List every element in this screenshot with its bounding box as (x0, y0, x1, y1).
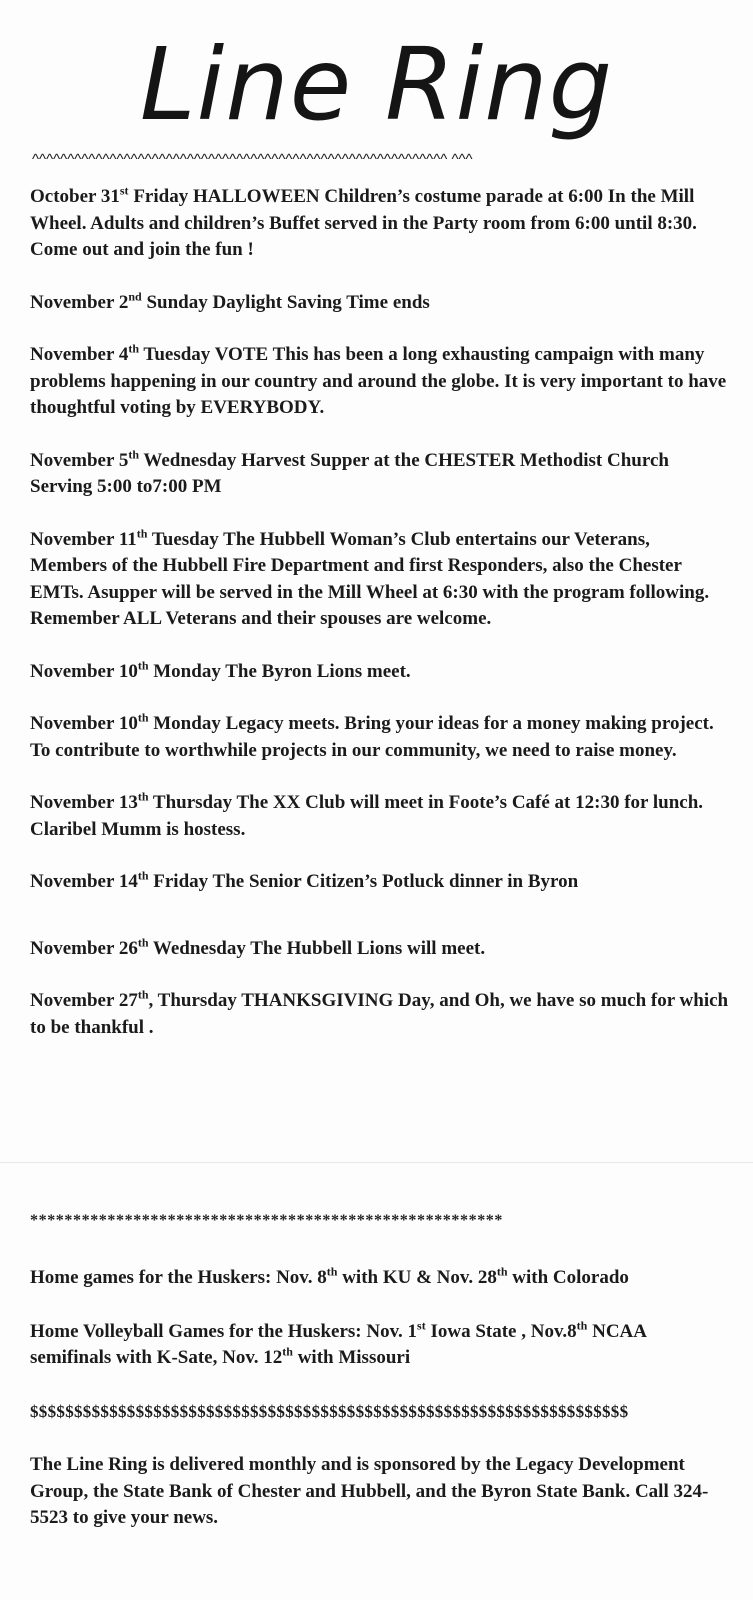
volleyball-schedule: Home Volleyball Games for the Huskers: Nov. 1st Iowa State , Nov.8th NCAA semifinals with K-Sate, Nov. 12th with Missouri (30, 1318, 646, 1368)
events-list (30, 184, 730, 1067)
event-entry: November 11th Tuesday The Hubbell Woman’s Club entertains our Veterans, Members of the Hubbell Fire Department and first Responders, also the Chester EMTs. Asupper will be served in the Mill Wheel at 6:30 with the program following. Remember ALL Veterans and their spouses are welcome. (30, 526, 710, 629)
sponsor-note: The Line Ring is delivered monthly and is sponsored by the Legacy Development Group, the State Bank of Chester and Hubbell, and the Byron State Bank. Call 324-5523 to give your news. (30, 1454, 709, 1528)
event-entry: November 5th Wednesday Harvest Supper at the CHESTER Methodist Church Serving 5:00 to7:00 PM (30, 447, 669, 497)
caret-divider: ^^^^^^^^^^^^^^^^^^^^^^^^^^^^^^^^^^^^^^^^^^^^^^^^^^^^^^^^^^^ ^^^ (32, 151, 473, 168)
football-schedule: Home games for the Huskers: Nov. 8th with KU & Nov. 28th with Colorado (30, 1264, 629, 1288)
event-entry: November 4th Tuesday VOTE This has been a long exhausting campaign with many problems happening in our country and around the globe. It is very important to have thoughtful voting by EVERYBODY. (30, 341, 727, 418)
event-entry: November 10th Monday Legacy meets. Bring your ideas for a money making project. To contribute to worthwhile projects in our community, we need to raise money. (30, 710, 714, 761)
event-entry: November 10th Monday The Byron Lions meet. (30, 658, 411, 682)
event-entry: November 14th Friday The Senior Citizen’s Potluck dinner in Byron (30, 868, 579, 892)
section-divider (0, 1162, 753, 1163)
star-divider: ******************************************************* (30, 1212, 503, 1229)
event-entry: November 2nd Sunday Daylight Saving Time ends (30, 289, 430, 313)
newsletter-title: Line Ring (139, 26, 614, 143)
event-entry: November 26th Wednesday The Hubbell Lions will meet. (30, 935, 486, 959)
event-entry: October 31st Friday HALLOWEEN Children’s costume parade at 6:00 In the Mill Wheel. Adults and children’s Buffet served in the Party room from 6:00 until 8:30. Come out and join the fun ! (30, 183, 697, 260)
event-entry: November 27th, Thursday THANKSGIVING Day, and Oh, we have so much for which to be thankful . (30, 987, 729, 1038)
event-entry: November 13th Thursday The XX Club will meet in Foote’s Café at 12:30 for lunch. Claribel Mumm is hostess. (30, 789, 704, 840)
sports-and-footer (30, 1265, 730, 1559)
dollar-divider: $$$$$$$$$$$$$$$$$$$$$$$$$$$$$$$$$$$$$$$$$$$$$$$$$$$$$$$$$$$$$$$$$$$$ (30, 1401, 629, 1421)
